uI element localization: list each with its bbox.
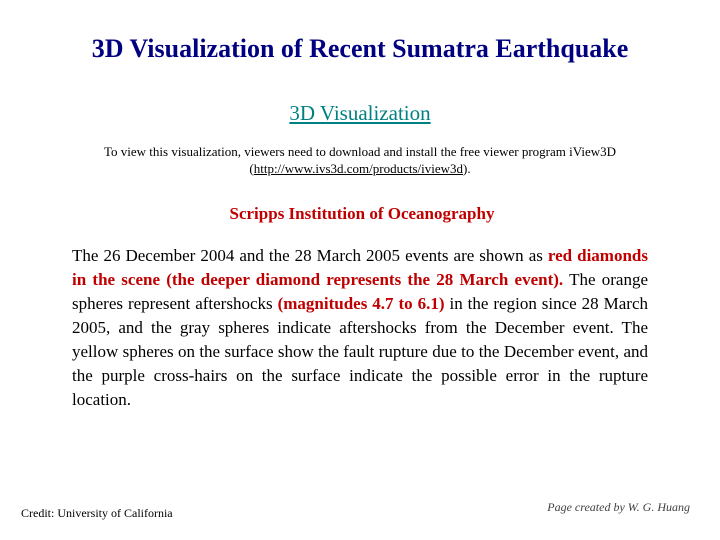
description-part-3: in the region since 28 March 2005, and the gray spheres indicate aftershocks from the December event. The yellow spheres on the surface show the fault rupture due to the December event, and the purple cross-hairs on the surface indicate the possible error in the rupture location. <box>72 294 648 409</box>
institution-name: Scripps Institution of Oceanography <box>229 204 495 223</box>
description-part-1: The 26 December 2004 and the 28 March 2005 events are shown as <box>72 246 548 265</box>
viewer-note-text: To view this visualization, viewers need to download and install the free viewer program iView3D ( <box>103 144 617 176</box>
author-text: Page created by W. G. Huang <box>547 500 690 514</box>
viewer-note <box>60 143 660 177</box>
page-title: 3D Visualization of Recent Sumatra Earthquake <box>91 34 629 63</box>
viewer-note-end: ). <box>463 161 471 176</box>
description-highlight-2: (magnitudes 4.7 to 6.1) <box>277 294 445 313</box>
credit-text: Credit: University of California <box>21 506 173 520</box>
description-paragraph <box>72 244 648 412</box>
visualization-link[interactable]: 3D Visualization <box>289 101 431 125</box>
description-part-2: The orange spheres represent aftershocks <box>72 270 648 313</box>
iview3d-link[interactable]: http://www.ivs3d.com/products/iview3d <box>253 161 464 176</box>
description-highlight-1: red diamonds in the scene (the deeper diamond represents the 28 March event). <box>72 246 648 289</box>
